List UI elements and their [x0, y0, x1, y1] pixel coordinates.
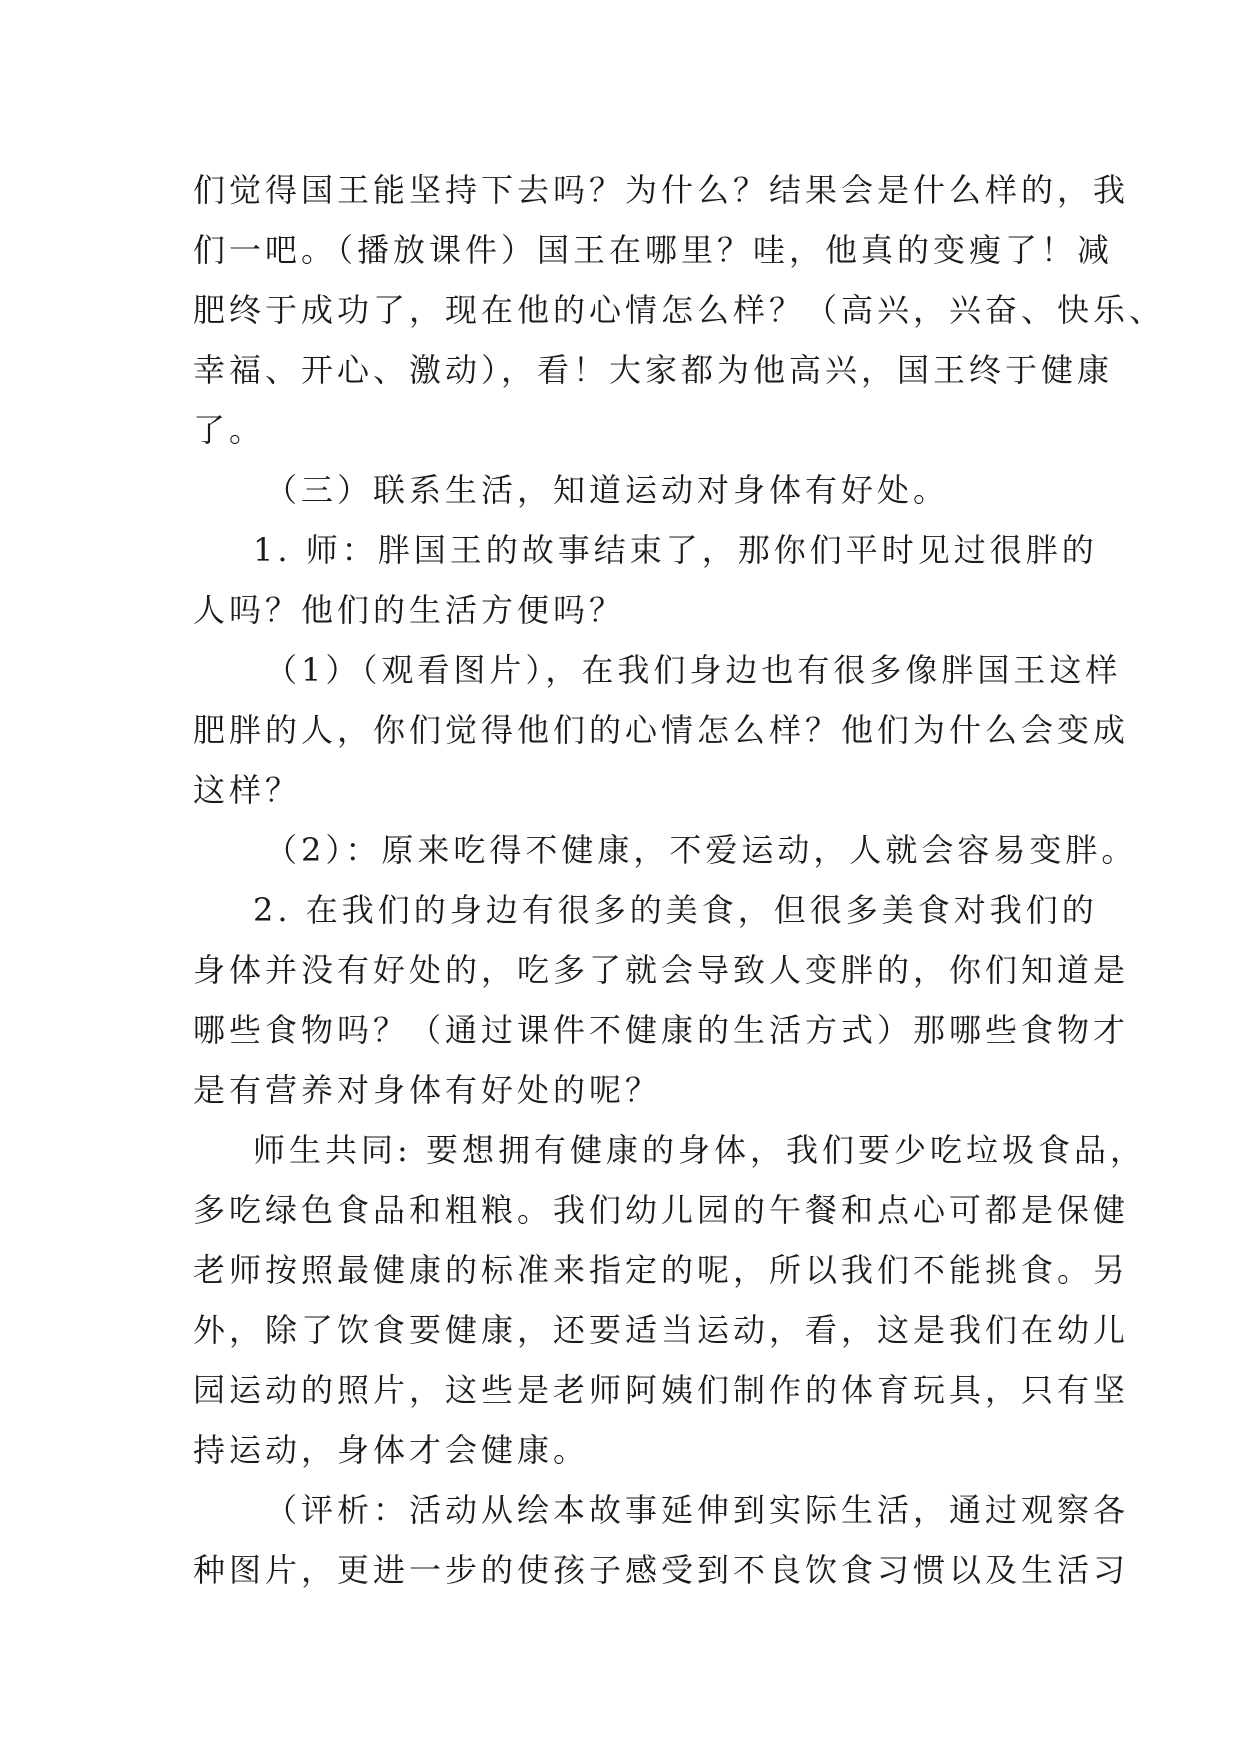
text-line: 肥终于成功了，现在他的心情怎么样？（高兴，兴奋、快乐、 — [193, 291, 1166, 329]
text-line: 老师按照最健康的标准来指定的呢，所以我们不能挑食。另 — [193, 1251, 1130, 1289]
text-line: （2）：原来吃得不健康，不爱运动，人就会容易变胖。 — [265, 831, 1138, 869]
text-line: 师生共同: 要想拥有健康的身体，我们要少吃垃圾食品， — [253, 1131, 1146, 1169]
document-body — [193, 160, 1166, 1600]
text-line: 这样？ — [193, 771, 302, 809]
text-line: 们一吧。（播放课件）国王在哪里？哇，他真的变瘦了！减 — [193, 231, 1114, 269]
text-line: 多吃绿色食品和粗粮。我们幼儿园的午餐和点心可都是保健 — [193, 1191, 1130, 1229]
text-line: 人吗？他们的生活方便吗？ — [193, 591, 626, 629]
text-line: 园运动的照片，这些是老师阿姨们制作的体育玩具，只有坚 — [193, 1371, 1130, 1409]
text-line: 种图片，更进一步的使孩子感受到不良饮食习惯以及生活习 — [193, 1551, 1130, 1589]
text-line: 2. 在我们的身边有很多的美食，但很多美食对我们的 — [253, 891, 1098, 929]
text-line: 1. 师：胖国王的故事结束了，那你们平时见过很胖的 — [253, 531, 1098, 569]
text-line: 幸福、开心、激动），看！大家都为他高兴，国王终于健康 — [193, 351, 1114, 389]
text-line: 了。 — [193, 411, 266, 449]
text-line: 们觉得国王能坚持下去吗？为什么？结果会是什么样的，我 — [193, 171, 1130, 209]
text-line: 身体并没有好处的，吃多了就会导致人变胖的，你们知道是 — [193, 951, 1130, 989]
text-line: 哪些食物吗？（通过课件不健康的生活方式）那哪些食物才 — [193, 1011, 1130, 1049]
text-line: （三）联系生活，知道运动对身体有好处。 — [265, 471, 950, 509]
text-line: 外，除了饮食要健康，还要适当运动，看，这是我们在幼儿 — [193, 1311, 1130, 1349]
text-line: （评析：活动从绘本故事延伸到实际生活，通过观察各 — [265, 1491, 1130, 1529]
text-line: 是有营养对身体有好处的呢？ — [193, 1071, 662, 1109]
text-line: 肥胖的人，你们觉得他们的心情怎么样？他们为什么会变成 — [193, 711, 1130, 749]
text-line: （1）（观看图片），在我们身边也有很多像胖国王这样 — [265, 651, 1122, 689]
text-line: 持运动，身体才会健康。 — [193, 1431, 590, 1469]
